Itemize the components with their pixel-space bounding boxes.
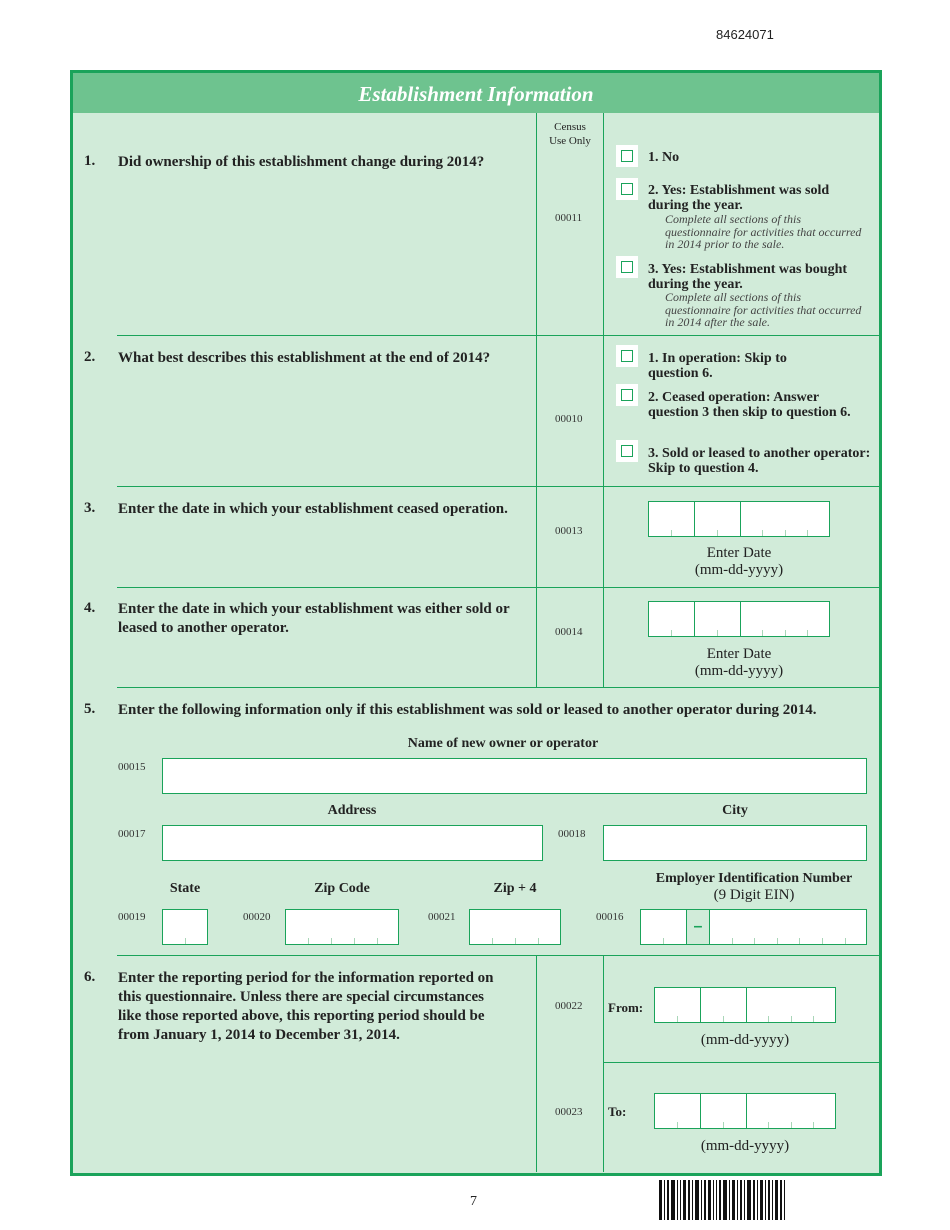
q2-option-3-label: 3. Sold or leased to another operator: Skip to question 4. — [648, 446, 871, 476]
ein-input[interactable] — [640, 909, 867, 945]
owner-name-input[interactable] — [162, 758, 867, 794]
address-code: 00017 — [118, 828, 146, 840]
state-label: State — [169, 881, 201, 896]
city-label: City — [722, 803, 748, 818]
address-label: Address — [327, 803, 377, 818]
q2-option-2-checkbox[interactable] — [616, 384, 638, 406]
ein-code: 00016 — [596, 911, 624, 923]
q1-option-3-checkbox[interactable] — [616, 256, 638, 278]
q1-option-2-note: Complete all sections of this questionnaire for activities that occurred in 2014 prior to the sale. — [665, 212, 862, 251]
q1-text: Did ownership of this establishment change during 2014? — [118, 154, 485, 170]
to-label: To: — [608, 1104, 627, 1119]
q3-date-input[interactable] — [648, 501, 830, 537]
to-caption: (mm-dd-yyyy) — [700, 1138, 790, 1154]
city-input[interactable] — [603, 825, 867, 861]
q6-number: 6. — [84, 969, 96, 985]
from-caption: (mm-dd-yyyy) — [700, 1032, 790, 1048]
q6-text: Enter the reporting period for the information reported on this questionnaire. Unless there are special circumstances like those reported above, this reporting period should be from January 1, 2014 to December 31, 2014. — [118, 970, 494, 1043]
q5-text: Enter the following information only if this establishment was sold or leased to another operator during 2014. — [118, 702, 817, 718]
q2-option-1-checkbox[interactable] — [616, 345, 638, 367]
ein-dash: – — [687, 910, 709, 944]
q3-text: Enter the date in which your establishment ceased operation. — [118, 501, 508, 517]
state-input[interactable] — [162, 909, 208, 945]
barcode — [659, 1180, 839, 1230]
zip-input[interactable] — [285, 909, 399, 945]
zip-code: 00020 — [243, 911, 271, 923]
q1-option-3-label: 3. Yes: Establishment was bought during the year. — [648, 262, 848, 292]
q4-number: 4. — [84, 600, 96, 616]
q3-code: 00013 — [555, 525, 583, 537]
zip4-input[interactable] — [469, 909, 561, 945]
q2-number: 2. — [84, 349, 96, 365]
form-id: 84624071 — [716, 27, 774, 42]
q2-text: What best describes this establishment at the end of 2014? — [118, 350, 491, 366]
zip-label: Zip Code — [314, 881, 370, 896]
to-date-input[interactable] — [654, 1093, 836, 1129]
to-code: 00023 — [555, 1106, 583, 1118]
q2-code: 00010 — [555, 413, 583, 425]
q2-option-2-label: 2. Ceased operation: Answer question 3 then skip to question 6. — [648, 390, 851, 420]
city-code: 00018 — [558, 828, 586, 840]
q1-number: 1. — [84, 153, 96, 169]
q3-caption: Enter Date (mm-dd-yyyy) — [694, 545, 784, 578]
from-date-input[interactable] — [654, 987, 836, 1023]
q3-number: 3. — [84, 500, 96, 516]
zip4-code: 00021 — [428, 911, 456, 923]
q4-text: Enter the date in which your establishment was either sold or leased to another operator. — [118, 601, 510, 636]
q2-option-1-label: 1. In operation: Skip to question 6. — [648, 351, 787, 381]
page-number: 7 — [470, 1194, 477, 1209]
address-input[interactable] — [162, 825, 543, 861]
census-use-only-label: Census Use Only — [549, 121, 591, 147]
from-label: From: — [608, 1000, 644, 1015]
name-code: 00015 — [118, 761, 146, 773]
q1-code: 00011 — [555, 212, 583, 224]
zip4-label: Zip + 4 — [493, 881, 537, 896]
q1-option-3-note: Complete all sections of this questionnaire for activities that occurred in 2014 after the sale. — [665, 290, 862, 329]
q1-option-2-checkbox[interactable] — [616, 178, 638, 200]
q1-option-2-label: 2. Yes: Establishment was sold during the year. — [648, 183, 830, 213]
from-code: 00022 — [555, 1000, 583, 1012]
ein-label: Employer Identification Number (9 Digit EIN) — [655, 871, 853, 903]
q5-number: 5. — [84, 701, 96, 717]
q4-date-input[interactable] — [648, 601, 830, 637]
state-code: 00019 — [118, 911, 146, 923]
q2-option-3-checkbox[interactable] — [616, 440, 638, 462]
q1-option-1-label: 1. No — [648, 150, 680, 165]
section-title: Establishment Information — [73, 73, 879, 113]
q1-option-1-checkbox[interactable] — [616, 145, 638, 167]
name-label: Name of new owner or operator — [407, 736, 599, 751]
q4-caption: Enter Date (mm-dd-yyyy) — [694, 646, 784, 679]
q4-code: 00014 — [555, 626, 583, 638]
